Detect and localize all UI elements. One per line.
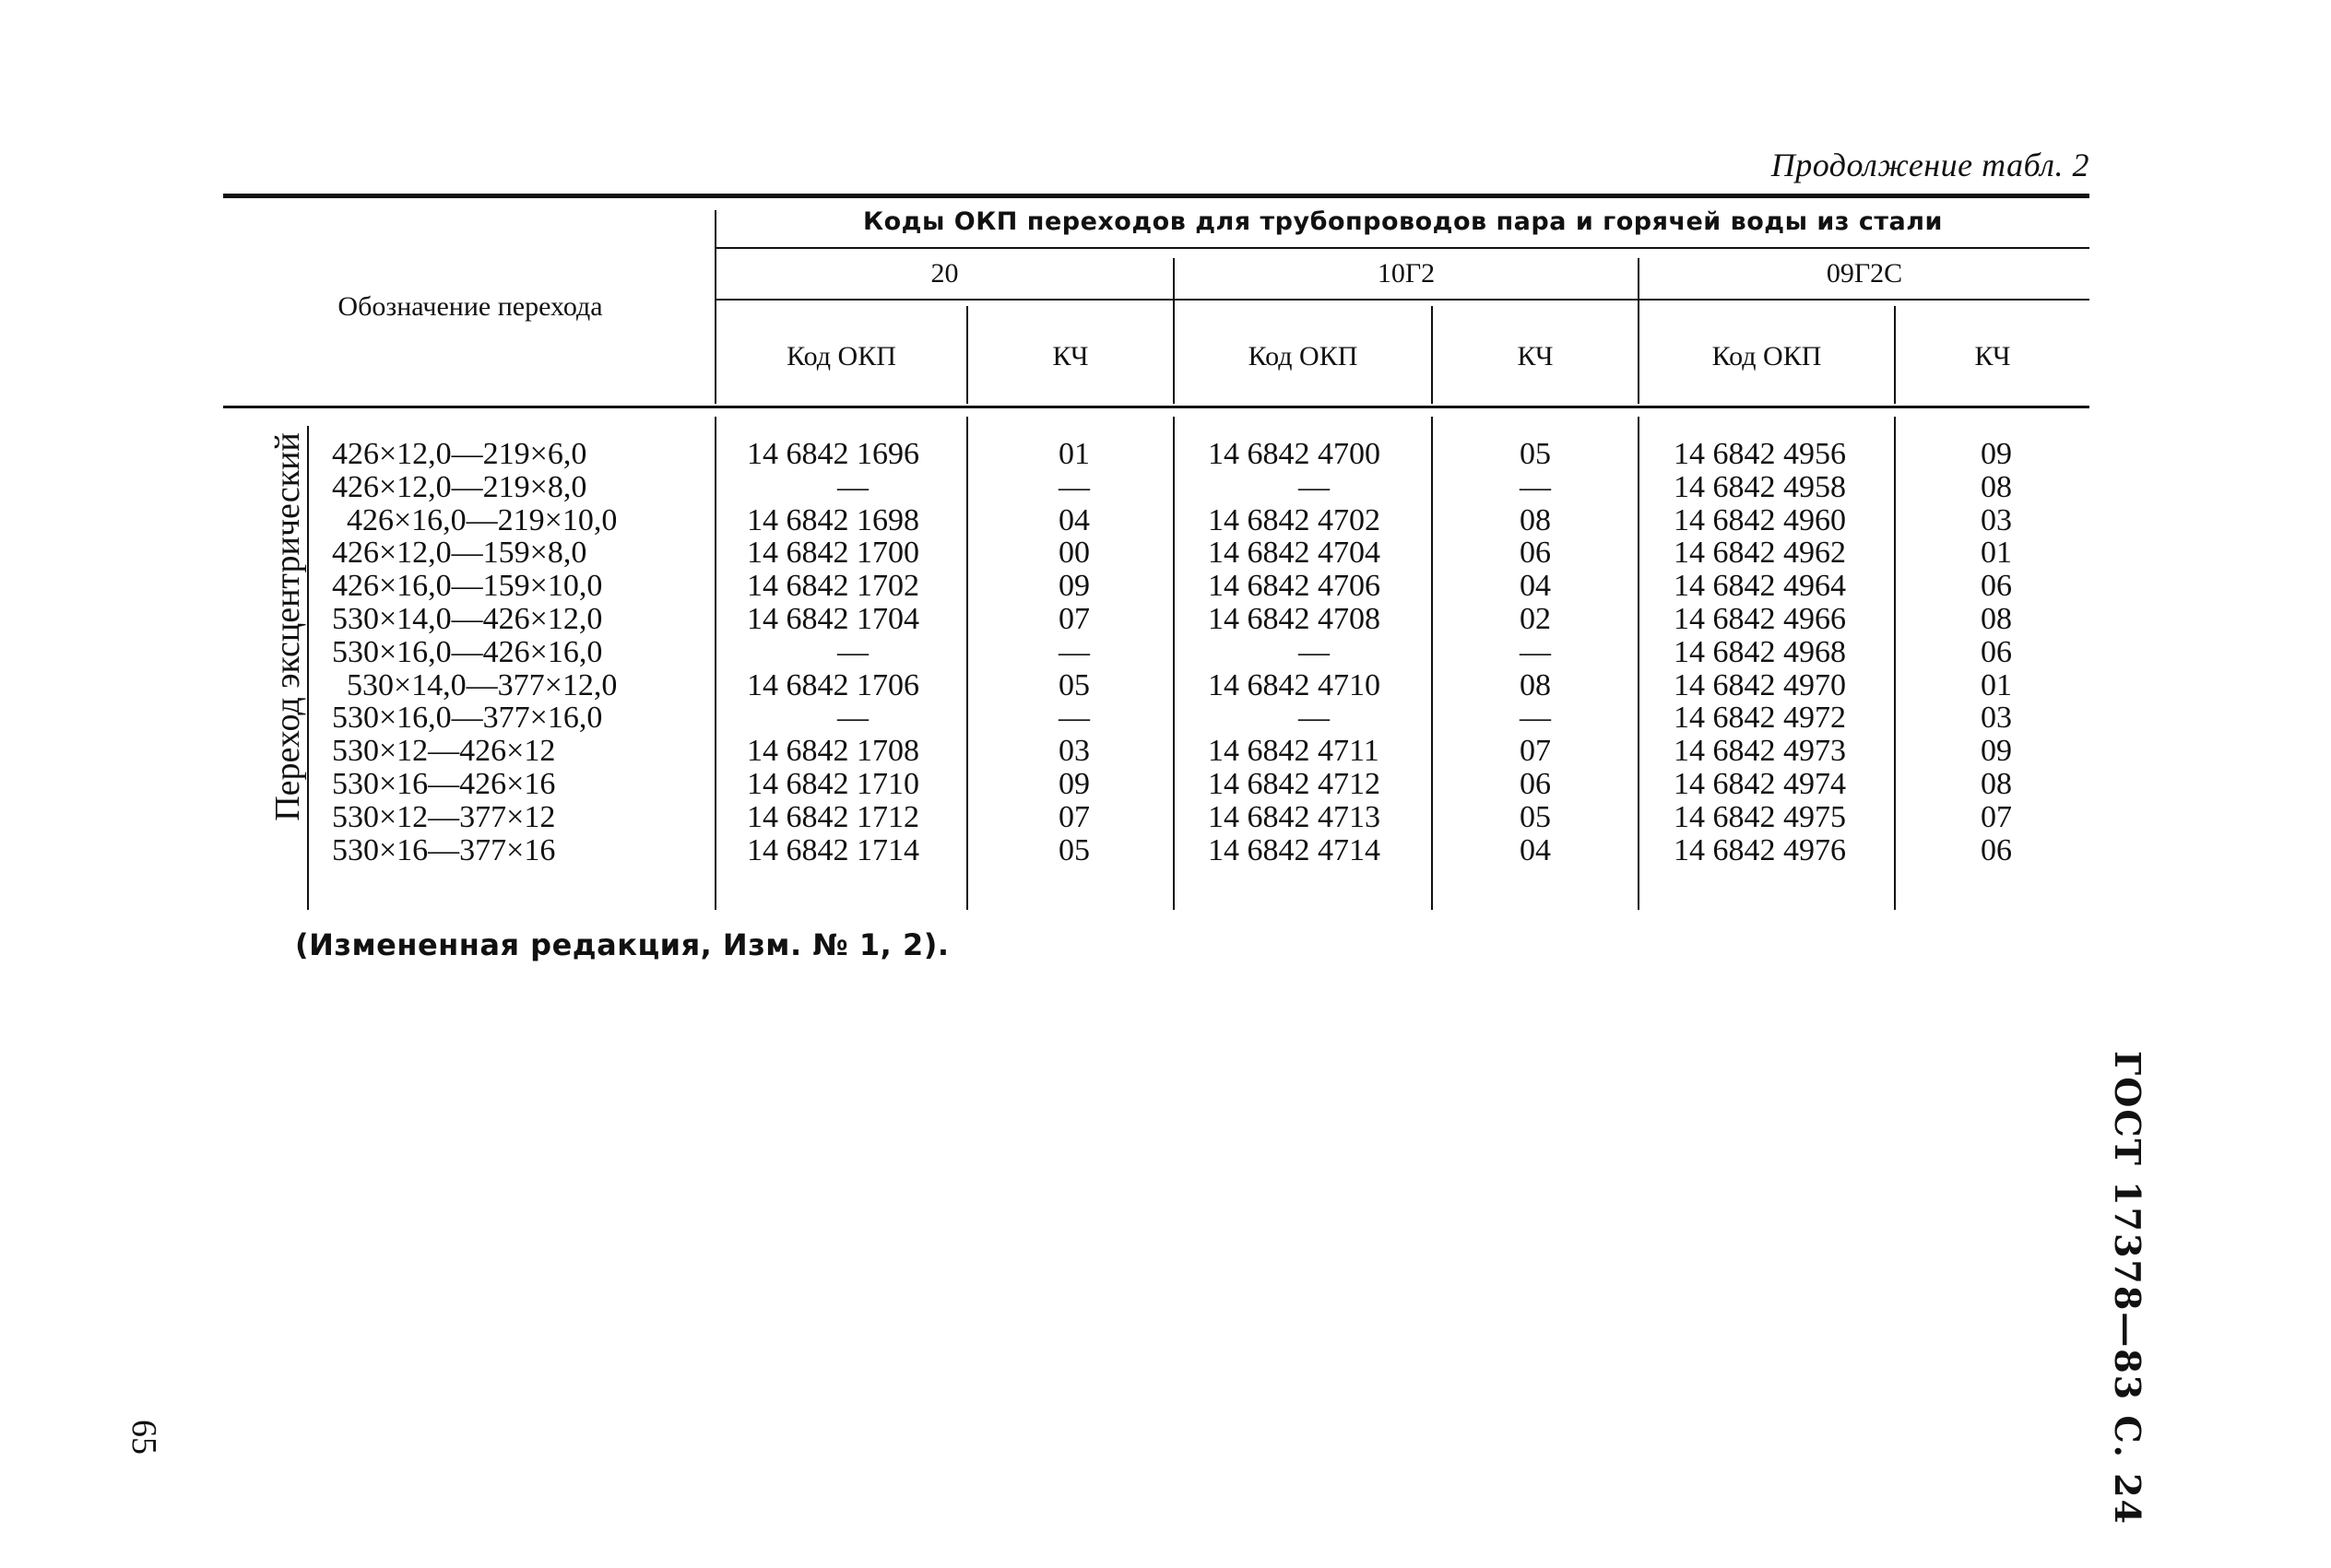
code-header: Код ОКП [1711, 341, 1822, 371]
table-cell: 03 [1059, 734, 1090, 769]
table-cell: 14 6842 4960 [1674, 502, 1846, 537]
table-cell: 14 6842 4713 [1208, 799, 1380, 834]
steel-10g2-kc-column [1485, 438, 1586, 867]
table-cell: 14 6842 1696 [747, 437, 919, 471]
col-rule [1638, 417, 1639, 910]
table-cell: 14 6842 4968 [1674, 634, 1846, 669]
revision-note: (Измененная редакция, Изм. № 1, 2). [295, 927, 950, 962]
table-cell: 09 [1981, 734, 2012, 769]
table-cell: 03 [1981, 502, 2012, 537]
table-cell: 426×12,0—219×8,0 [332, 469, 587, 504]
table-cell: 530×14,0—426×12,0 [332, 601, 603, 636]
table-cell: 14 6842 1708 [747, 734, 919, 769]
table-cell: 14 6842 4706 [1208, 569, 1380, 604]
table-cell: 01 [1981, 667, 2012, 702]
table-cell: 14 6842 4962 [1674, 536, 1846, 571]
table-cell: 14 6842 1700 [747, 536, 919, 571]
col-rule [1431, 417, 1433, 910]
table-cell: — [1059, 634, 1090, 669]
table-cell: 14 6842 4702 [1208, 502, 1380, 537]
page-number: 65 [124, 1420, 163, 1455]
table-cell: 426×12,0—219×6,0 [332, 437, 587, 471]
table-cell: 01 [1059, 437, 1090, 471]
table-cell: — [837, 469, 869, 504]
table-cell: 530×12—377×12 [332, 799, 556, 834]
col-rule [1894, 417, 1896, 910]
table-top-rule [223, 194, 2089, 198]
table-cell: 14 6842 4956 [1674, 437, 1846, 471]
table-cell: — [1520, 634, 1551, 669]
steel-09g2s-code-column [1674, 438, 1886, 867]
table-cell: 06 [1981, 832, 2012, 867]
table-cell: 530×16—426×16 [332, 766, 556, 801]
table-cell: 530×16—377×16 [332, 832, 556, 867]
table-cell: 14 6842 4966 [1674, 601, 1846, 636]
gost-page-label: ГОСТ 17378—83 С. 24 [2107, 1051, 2148, 1526]
table-cell: 02 [1520, 601, 1551, 636]
table-cell: 09 [1059, 766, 1090, 801]
kc-header: КЧ [1517, 341, 1554, 371]
table-cell: 14 6842 1702 [747, 569, 919, 604]
table-cell: 05 [1520, 799, 1551, 834]
code-header: Код ОКП [787, 341, 896, 371]
header-bottom-rule [223, 406, 2089, 408]
table-cell: — [1298, 634, 1330, 669]
table-cell: 14 6842 1712 [747, 799, 919, 834]
table-cell: 08 [1520, 502, 1551, 537]
group-header: Коды ОКП переходов для трубопроводов пара и горячей воды из стали [863, 207, 1943, 236]
table-cell: 14 6842 4958 [1674, 469, 1846, 504]
table-cell: — [837, 634, 869, 669]
table-cell: — [837, 701, 869, 736]
code-header: Код ОКП [1248, 341, 1358, 371]
col-rule [715, 417, 716, 910]
steel-header-rule [716, 299, 2089, 301]
table-cell: 05 [1059, 667, 1090, 702]
col-rule [966, 417, 968, 910]
table-cell: 14 6842 1706 [747, 667, 919, 702]
table-cell: 14 6842 1704 [747, 601, 919, 636]
table-cell: 07 [1059, 799, 1090, 834]
table-cell: 14 6842 4712 [1208, 766, 1380, 801]
table-cell: 14 6842 1714 [747, 832, 919, 867]
table-cell: 14 6842 4710 [1208, 667, 1380, 702]
table-cell: 14 6842 4964 [1674, 569, 1846, 604]
table-cell: 14 6842 4973 [1674, 734, 1846, 769]
table-cell: 08 [1520, 667, 1551, 702]
table-cell: 06 [1520, 536, 1551, 571]
table-cell: 06 [1981, 569, 2012, 604]
steel-20-code-column [747, 438, 959, 867]
table-cell: 14 6842 4714 [1208, 832, 1380, 867]
col-rule [715, 210, 716, 404]
table-cell: — [1298, 469, 1330, 504]
table-cell: 14 6842 1698 [747, 502, 919, 537]
table-cell: 08 [1981, 766, 2012, 801]
table-cell: 01 [1981, 536, 2012, 571]
steel-10g2-header: 10Г2 [1377, 258, 1436, 289]
table-cell: 14 6842 4970 [1674, 667, 1846, 702]
table-cell: 14 6842 4700 [1208, 437, 1380, 471]
table-cell: 14 6842 4972 [1674, 701, 1846, 736]
col-rule [1173, 417, 1175, 910]
table-cell: 426×12,0—159×8,0 [332, 536, 587, 571]
table-cell: 08 [1981, 469, 2012, 504]
steel-09g2s-kc-column [1946, 438, 2047, 867]
table-cell: 14 6842 4704 [1208, 536, 1380, 571]
table-cell: 530×16,0—426×16,0 [332, 634, 603, 669]
table-cell: 00 [1059, 536, 1090, 571]
table-cell: — [1298, 701, 1330, 736]
table-cell: 04 [1520, 832, 1551, 867]
table-cell: 06 [1981, 634, 2012, 669]
steel-09g2s-header: 09Г2С [1826, 258, 1903, 289]
kc-header: КЧ [1974, 341, 2011, 371]
table-cell: 426×16,0—219×10,0 [347, 502, 618, 537]
table-cell: — [1520, 701, 1551, 736]
table-cell: 530×14,0—377×12,0 [347, 667, 618, 702]
table-cell: — [1520, 469, 1551, 504]
table-cell: 09 [1981, 437, 2012, 471]
table-cell: 14 6842 4711 [1208, 734, 1379, 769]
kc-header: КЧ [1052, 341, 1089, 371]
table-cell: 03 [1981, 701, 2012, 736]
table-cell: 14 6842 4976 [1674, 832, 1846, 867]
table-cell: 426×16,0—159×10,0 [332, 569, 603, 604]
table-cell: 05 [1520, 437, 1551, 471]
designation-header: Обозначение перехода [337, 291, 603, 322]
table-cell: 05 [1059, 832, 1090, 867]
group-header-rule [716, 247, 2089, 249]
table-cell: — [1059, 469, 1090, 504]
table-cell: 530×12—426×12 [332, 734, 556, 769]
table-cell: 04 [1520, 569, 1551, 604]
steel-20-kc-column [1024, 438, 1125, 867]
table-cell: 07 [1520, 734, 1551, 769]
table-cell: 530×16,0—377×16,0 [332, 701, 603, 736]
steel-20-header: 20 [930, 258, 959, 289]
table-cell: 07 [1981, 799, 2012, 834]
table-cell: 14 6842 4975 [1674, 799, 1846, 834]
table-cell: 04 [1059, 502, 1090, 537]
designation-column [332, 438, 701, 867]
table-cell: 08 [1981, 601, 2012, 636]
table-cell: 07 [1059, 601, 1090, 636]
table-cell: 14 6842 4974 [1674, 766, 1846, 801]
table-cell: 14 6842 4708 [1208, 601, 1380, 636]
table-cell: 09 [1059, 569, 1090, 604]
table-cell: 14 6842 1710 [747, 766, 919, 801]
table-cell: 06 [1520, 766, 1551, 801]
steel-10g2-code-column [1208, 438, 1420, 867]
continuation-label: Продолжение табл. 2 [1770, 147, 2089, 183]
row-group-label: Переход эксцентрический [268, 432, 307, 821]
table-cell: — [1059, 701, 1090, 736]
